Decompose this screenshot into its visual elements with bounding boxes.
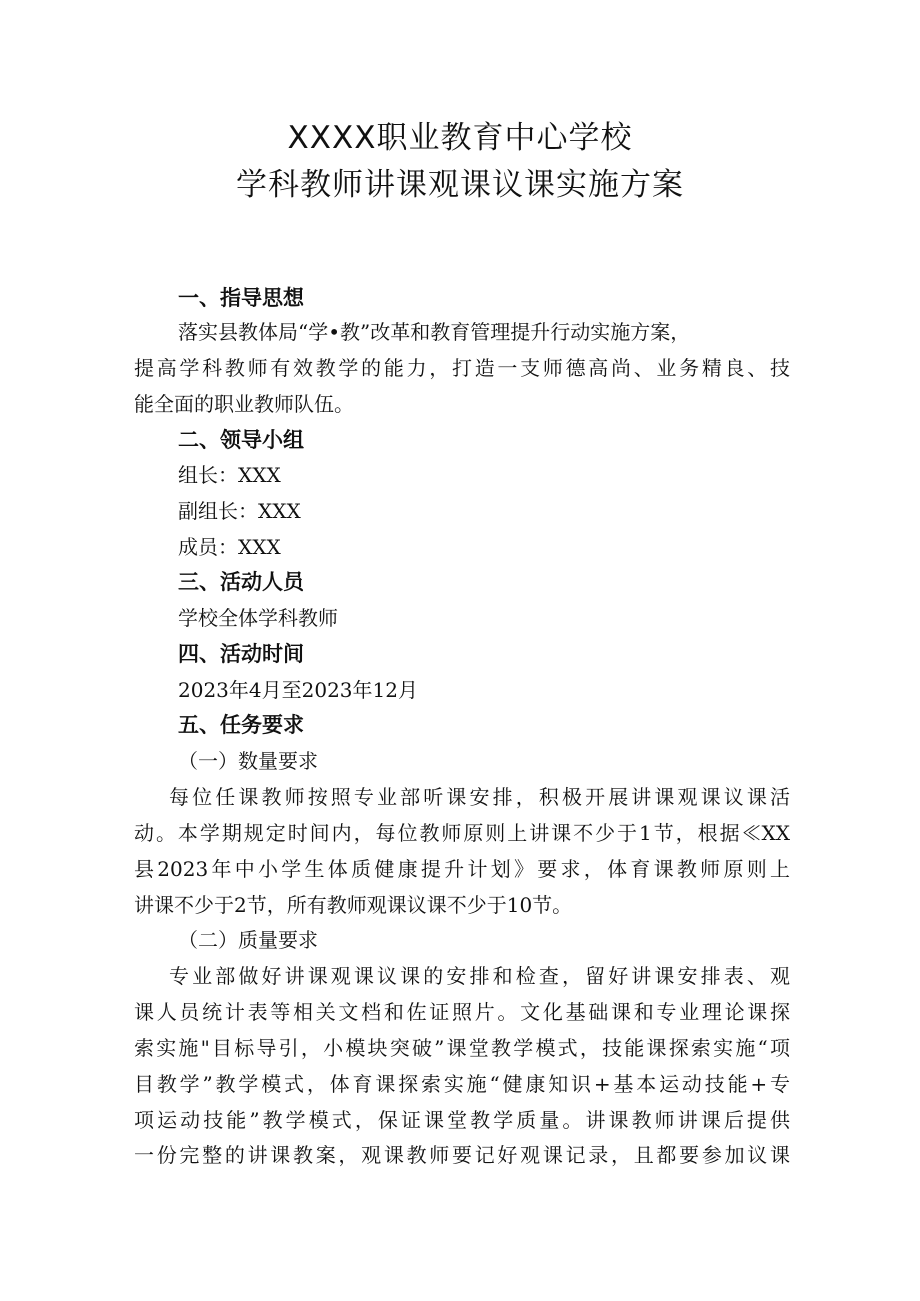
paragraph-line: 能全面的职业教师队伍。 bbox=[134, 392, 354, 416]
paragraph-line: 课人员统计表等相关文档和佐证照片。文化基础课和专业理论课探 bbox=[134, 1000, 790, 1024]
paragraph-line: 项运动技能”教学模式，保证课堂教学质量。讲课教师讲课后提供 bbox=[134, 1108, 790, 1132]
paragraph-line: 提高学科教师有效教学的能力，打造一支师德高尚、业务精良、技 bbox=[134, 356, 790, 380]
subsection-heading-quantity: （一）数量要求 bbox=[178, 749, 318, 773]
document-title-line2: 学科教师讲课观课议课实施方案 bbox=[236, 167, 684, 203]
participants-text: 学校全体学科教师 bbox=[178, 606, 338, 630]
section-heading-guiding-ideology: 一、指导思想 bbox=[178, 286, 304, 310]
section-heading-participants: 三、活动人员 bbox=[178, 570, 304, 594]
paragraph-line: 讲课不少于2节，所有教师观课议课不少于10节。 bbox=[134, 893, 573, 917]
members-line: 成员：XXX bbox=[178, 535, 281, 559]
paragraph-line: 每位任课教师按照专业部听课安排，积极开展讲课观课议课活 bbox=[169, 785, 790, 809]
activity-time-text: 2023年4月至2023年12月 bbox=[178, 678, 418, 702]
document-title-line1: XXXX职业教育中心学校 bbox=[287, 120, 633, 156]
group-leader-line: 组长：XXX bbox=[178, 463, 281, 487]
section-heading-leadership-group: 二、领导小组 bbox=[178, 428, 304, 452]
subsection-heading-quality: （二）质量要求 bbox=[178, 928, 318, 952]
paragraph-line: 目教学”教学模式，体育课探索实施“健康知识+基本运动技能+专 bbox=[134, 1072, 790, 1096]
deputy-leader-line: 副组长：XXX bbox=[178, 499, 301, 523]
paragraph-line: 动。本学期规定时间内，每位教师原则上讲课不少于1节，根据≪XX bbox=[134, 821, 790, 845]
paragraph-line: 一份完整的讲课教案，观课教师要记好观课记录，且都要参加议课 bbox=[134, 1143, 790, 1167]
section-heading-task-requirements: 五、任务要求 bbox=[178, 713, 304, 737]
paragraph-line: 县2023年中小学生体质健康提升计划》要求，体育课教师原则上 bbox=[134, 857, 790, 881]
paragraph-line: 索实施"目标导引，小模块突破”课堂教学模式，技能课探索实施“项 bbox=[134, 1036, 790, 1060]
paragraph-line: 落实县教体局“学•教”改革和教育管理提升行动实施方案， bbox=[178, 320, 691, 344]
paragraph-line: 专业部做好讲课观课议课的安排和检查，留好讲课安排表、观 bbox=[169, 964, 790, 988]
section-heading-activity-time: 四、活动时间 bbox=[178, 642, 304, 666]
